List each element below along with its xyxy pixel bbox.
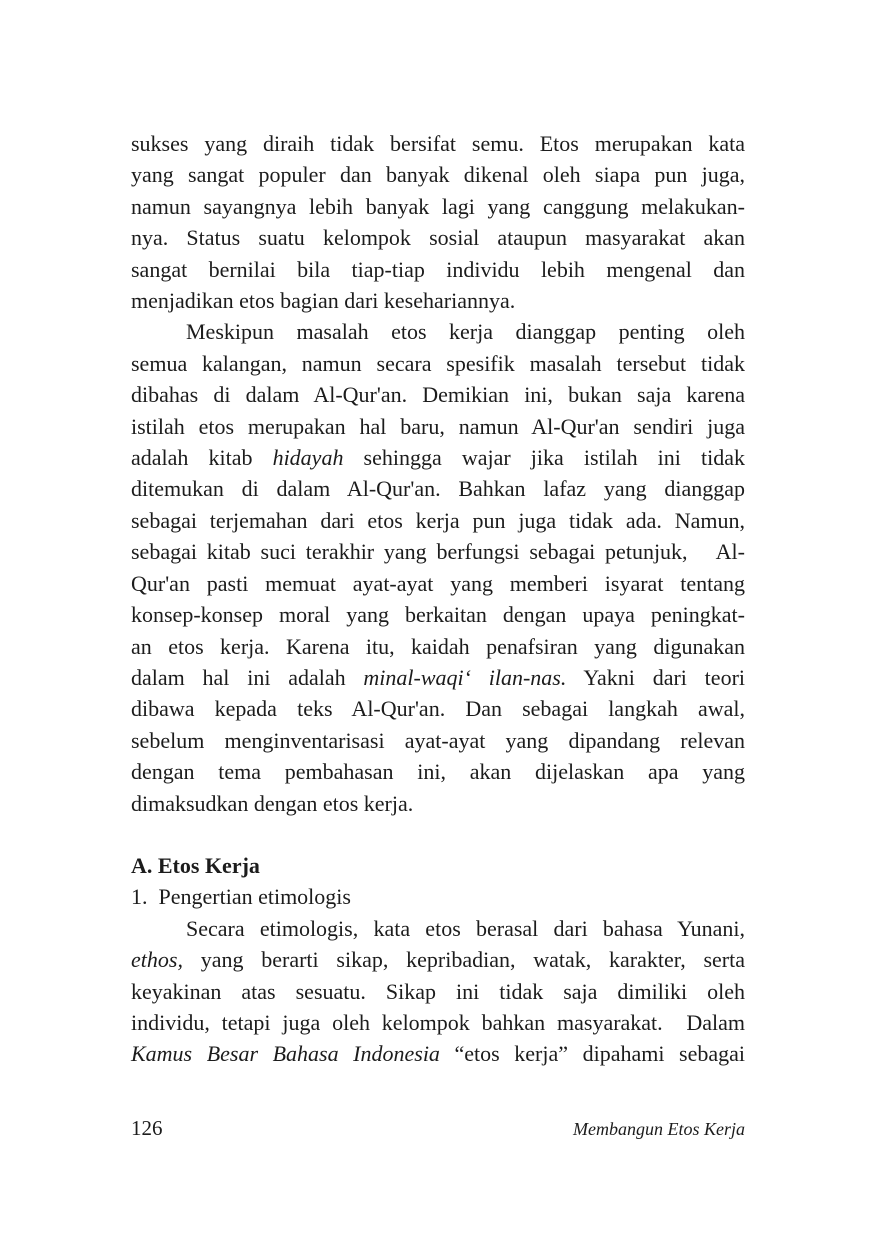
text-line: dibawa kepada teks Al-Qur'an. Dan sebagai langkah awal, — [131, 696, 745, 722]
text-line: menjadikan etos bagian dari kesehariannya. — [131, 288, 516, 314]
text-run: yang berarti sikap, kepribadian, watak, karakter, serta — [182, 947, 745, 973]
text-line: Secara etimologis, kata etos berasal dari bahasa Yunani, — [186, 915, 745, 941]
text-line: ditemukan di dalam Al-Qur'an. Bahkan lafaz yang dianggap — [131, 476, 745, 502]
text-run: sehingga wajar jika istilah ini tidak — [343, 445, 745, 471]
text-line: Meskipun masalah etos kerja dianggap penting oleh — [186, 319, 745, 345]
text-line: istilah etos merupakan hal baru, namun Al-Qur'an sendiri juga — [131, 413, 745, 439]
text-line: sebagai terjemahan dari etos kerja pun juga tidak ada. Namun, — [131, 507, 745, 533]
text-line: yang sangat populer dan banyak dikenal oleh siapa pun juga, — [131, 162, 745, 188]
text-line — [131, 442, 745, 473]
text-line: konsep-konsep moral yang berkaitan dengan upaya peningkat- — [131, 602, 745, 628]
text-line: individu, tetapi juga oleh kelompok bahkan masyarakat. Dalam — [131, 1009, 745, 1035]
italic-term-kbbi: Kamus Besar Bahasa Indonesia — [131, 1041, 440, 1067]
text-line: sebagai kitab suci terakhir yang berfungsi sebagai petunjuk, Al- — [131, 539, 745, 565]
text-line — [131, 1038, 745, 1069]
text-line: dengan tema pembahasan ini, akan dijelaskan apa yang — [131, 759, 745, 785]
text-line: an etos kerja. Karena itu, kaidah penafsiran yang digunakan — [131, 633, 745, 659]
section-heading: A. Etos Kerja — [131, 852, 260, 878]
paragraph-3 — [131, 913, 745, 1070]
text-run: Yakni dari teori — [566, 664, 746, 690]
running-title: Membangun Etos Kerja — [573, 1119, 745, 1139]
italic-term-ethos: ethos, — [131, 947, 183, 973]
text-run: “etos kerja” dipahami sebagai — [439, 1041, 745, 1067]
text-run: dalam hal ini adalah — [131, 664, 364, 690]
text-line: semua kalangan, namun secara spesifik masalah tersebut tidak — [131, 350, 745, 376]
text-run: adalah kitab — [131, 445, 273, 471]
body-text — [131, 128, 745, 1070]
page-number: 126 — [131, 1116, 163, 1140]
paragraph-1 — [131, 128, 745, 316]
text-line: sukses yang diraih tidak bersifat semu. Etos merupakan kata — [131, 131, 745, 156]
paragraph-2 — [131, 316, 745, 819]
italic-term-hidayah: hidayah — [272, 445, 344, 471]
section-spacer — [131, 819, 745, 850]
text-line: keyakinan atas sesuatu. Sikap ini tidak saja dimiliki oleh — [131, 978, 745, 1004]
text-line: Qur'an pasti memuat ayat-ayat yang memberi isyarat tentang — [131, 570, 745, 596]
text-line: sangat bernilai bila tiap-tiap individu lebih mengenal dan — [131, 256, 745, 282]
text-line: nya. Status suatu kelompok sosial ataupun masyarakat akan — [131, 225, 745, 251]
text-line — [131, 944, 745, 975]
text-line: namun sayangnya lebih banyak lagi yang canggung melakukan- — [131, 193, 745, 219]
italic-term-minal-waqi: minal-waqi‘ ilan-nas. — [363, 664, 567, 690]
text-line: dimaksudkan dengan etos kerja. — [131, 790, 414, 816]
text-line — [131, 662, 745, 693]
text-line: dibahas di dalam Al-Qur'an. Demikian ini, bukan saja karena — [131, 382, 745, 408]
text-line: sebelum menginventarisasi ayat-ayat yang dipandang relevan — [131, 727, 745, 753]
subsection-heading: 1. Pengertian etimologis — [131, 884, 351, 910]
